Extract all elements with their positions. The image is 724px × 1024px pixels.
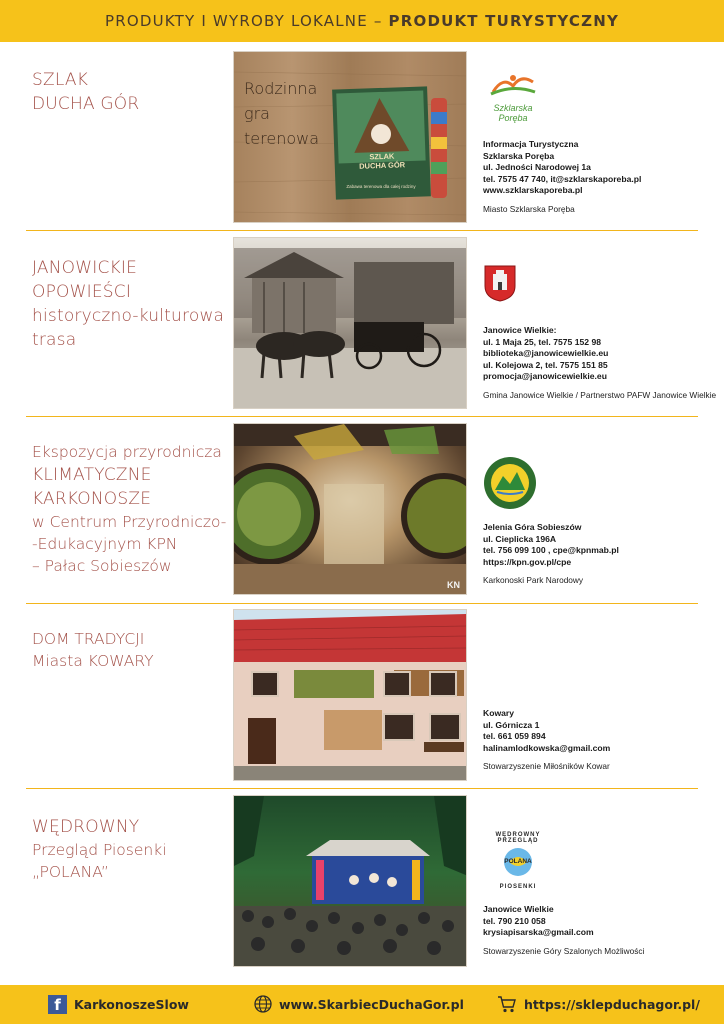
entry-2-info <box>483 325 717 401</box>
info-line[interactable]: promocja@janowicewielkie.eu <box>483 371 607 381</box>
photo-caption <box>244 76 319 151</box>
info-line[interactable]: tel. 661 059 894 <box>483 731 546 741</box>
info-line[interactable]: tel. 7575 47 740, it@szklarskaporeba.pl <box>483 173 642 184</box>
logo-text-center: POLANA <box>504 858 532 865</box>
info-line[interactable]: krysiapisarska@gmail.com <box>483 927 594 937</box>
organization: Karkonoski Park Narodowy <box>483 575 584 585</box>
entry-2-title <box>32 256 224 352</box>
karkonoski-park-narodowy-logo <box>483 456 537 510</box>
organization: Miasto Szklarska Poręba <box>483 203 575 214</box>
shop-link[interactable] <box>497 995 700 1013</box>
title-line: WĘDROWNY <box>32 817 140 837</box>
entry-4-photo <box>233 609 467 781</box>
info-line[interactable]: https://kpn.gov.pl/cpe <box>483 556 572 567</box>
entry-4-title <box>32 628 154 672</box>
info-line: Jelenia Góra Sobieszów <box>483 522 582 532</box>
facebook-handle: KarkonoszeSlow <box>74 997 189 1012</box>
info-line[interactable]: halinamlodkowska@gmail.com <box>483 742 611 753</box>
info-line: tel. 790 210 058 <box>483 915 546 926</box>
header-prefix: PRODUKTY I WYROBY LOKALNE – <box>104 12 383 30</box>
page-footer <box>0 985 724 1024</box>
info-line: ul. Jedności Narodowej 1a <box>483 162 591 172</box>
info-line: ul. 1 Maja 25, tel. 7575 152 98 <box>483 336 602 347</box>
title-line: KLIMATYCZNE <box>32 465 152 485</box>
website-link[interactable] <box>254 995 464 1013</box>
entry-1-photo <box>233 51 467 223</box>
caption-line: terenowa <box>244 129 320 148</box>
globe-icon <box>254 995 272 1013</box>
szklarska-poreba-logo <box>483 72 543 122</box>
info-line: ul. Cieplicka 196A <box>483 533 557 544</box>
title-line: historyczno-kulturowa <box>32 306 225 326</box>
info-line: Janowice Wielkie <box>483 904 554 914</box>
logo-text-top: WĘDROWNY PRZEGLĄD <box>495 832 541 844</box>
title-line: KARKONOSZE <box>32 489 152 509</box>
title-line: – Pałac Sobieszów <box>32 557 172 575</box>
shopping-cart-icon <box>497 995 517 1013</box>
caption-line: Rodzinna <box>244 79 318 98</box>
box-title-line: DUCHA GÓR <box>359 160 406 171</box>
title-line: w Centrum Przyrodniczo- <box>32 513 227 531</box>
logo-text-bottom: PIOSENKI <box>499 884 537 890</box>
info-line: Kowary <box>483 708 515 718</box>
facebook-icon: f <box>48 995 67 1014</box>
info-line: ul. Górnicza 1 <box>483 719 540 730</box>
info-line: Informacja Turystyczna <box>483 139 579 149</box>
title-line: DUCHA GÓR <box>32 94 140 114</box>
logo-text-line: Szklarska <box>493 103 533 113</box>
entry-5-info <box>483 904 713 957</box>
section-divider <box>26 230 698 231</box>
section-divider <box>26 416 698 417</box>
info-line: Janowice Wielkie: <box>483 325 557 335</box>
entry-2-photo <box>233 237 467 409</box>
info-line: Szklarska Poręba <box>483 150 555 161</box>
info-line[interactable]: biblioteka@janowicewielkie.eu <box>483 348 609 358</box>
title-line: trasa <box>32 330 77 350</box>
box-title-line: SZLAK <box>369 151 395 162</box>
box-subtitle: Zabawa terenowa dla całej rodziny <box>346 184 416 189</box>
info-line[interactable]: tel. 756 099 100 , cpe@kpnmab.pl <box>483 545 619 555</box>
info-line[interactable]: www.szklarskaporeba.pl <box>483 185 583 195</box>
title-line: DOM TRADYCJI <box>32 630 145 648</box>
title-line: -Edukacyjnym KPN <box>32 535 178 553</box>
entry-3-title <box>32 441 226 577</box>
organization: Stowarzyszenie Góry Szalonych Możliwości <box>483 945 645 956</box>
title-line: JANOWICKIE <box>32 258 138 278</box>
logo-text <box>483 103 543 123</box>
header-strong: PRODUKT TURYSTYCZNY <box>388 12 620 30</box>
polana-festival-logo <box>483 830 553 894</box>
title-line: SZLAK <box>32 70 89 90</box>
title-line: Przegląd Piosenki <box>32 841 167 859</box>
organization: Gmina Janowice Wielkie / Partnerstwo PAFW Janowice Wielkie <box>483 389 717 400</box>
title-line: Miasta KOWARY <box>32 652 154 670</box>
info-line: ul. Kolejowa 2, tel. 7575 151 85 <box>483 359 608 370</box>
logo-text-line: Poręba <box>498 113 528 123</box>
title-line: OPOWIEŚCI <box>32 282 132 302</box>
title-line: „POLANA” <box>32 863 109 881</box>
janowice-coat-of-arms-icon <box>483 264 517 302</box>
entry-3-photo <box>233 423 467 595</box>
caption-line: gra <box>244 104 270 123</box>
entry-5-photo <box>233 795 467 967</box>
shop-url: https://sklepduchagor.pl/ <box>524 996 700 1012</box>
entry-1-info <box>483 139 713 215</box>
organization: Stowarzyszenie Miłośników Kowar <box>483 761 610 771</box>
entry-1-title <box>32 68 139 116</box>
entry-3-info <box>483 522 713 587</box>
website-url: www.SkarbiecDuchaGor.pl <box>279 996 464 1012</box>
page-header <box>0 0 724 42</box>
title-line: Ekspozycja przyrodnicza <box>32 443 222 461</box>
entry-4-info <box>483 708 713 773</box>
photo-watermark: KN <box>447 580 460 590</box>
section-divider <box>26 603 698 604</box>
section-divider <box>26 788 698 789</box>
entry-5-title <box>32 815 167 883</box>
facebook-link[interactable] <box>48 995 189 1014</box>
box-title <box>352 151 413 171</box>
